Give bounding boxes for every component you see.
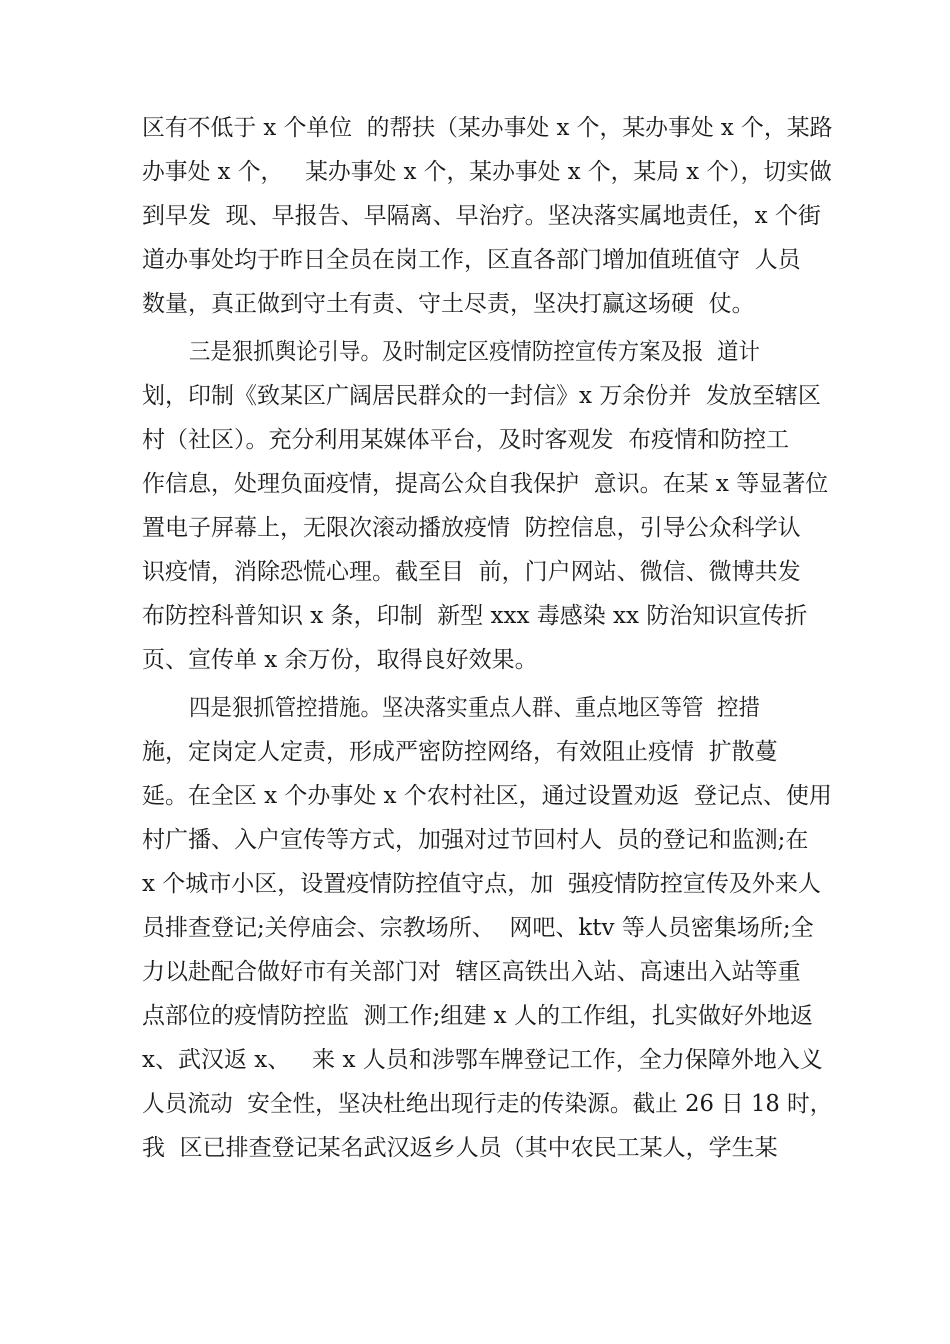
paragraph-2-line-4: 作信息，处理负面疫情，提高公众自我保护 意识。在某 x 等显著位 <box>142 471 829 497</box>
paragraph-3-line-11: 我 区已排查登记某名武汉返乡人员（其中农民工某人，学生某 <box>142 1135 778 1161</box>
paragraph-1-line-3: 到早发 现、早报告、早隔离、早治疗。坚决落实属地责任，x 个街 <box>142 203 821 229</box>
paragraph-2-line-3: 村（社区）。充分利用某媒体平台，及时客观发 布疫情和防控工 <box>142 427 790 453</box>
paragraph-2-line-6: 识疫情，消除恐慌心理。截至目 前，门户网站、微信、微博共发 <box>142 559 801 585</box>
paragraph-3-line-3: 延。在全区 x 个办事处 x 个农村社区，通过设置劝返 登记点、使用 <box>142 783 832 809</box>
paragraph-1-line-4: 道办事处均于昨日全员在岗工作，区直各部门增加值班值守 人员 <box>142 247 801 273</box>
paragraph-2-line-8: 页、宣传单 x 余万份，取得良好效果。 <box>142 647 538 673</box>
paragraph-3-line-7: 力以赴配合做好市有关部门对 辖区高铁出入站、高速出入站等重 <box>142 959 801 985</box>
paragraph-3-line-9: x、武汉返 x、 来 x 人员和涉鄂车牌登记工作，全力保障外地入义 <box>142 1047 823 1073</box>
paragraph-3-line-1: 四是狠抓管控措施。坚决落实重点人群、重点地区等管 控措 <box>189 695 760 721</box>
paragraph-3-line-2: 施，定岗定人定责，形成严密防控网络，有效阻止疫情 扩散蔓 <box>142 739 778 765</box>
paragraph-2-line-5: 置电子屏幕上，无限次滚动播放疫情 防控信息，引导公众科学认 <box>142 515 801 541</box>
paragraph-2-line-2: 划，印制《致某区广阔居民群众的一封信》x 万余份并 发放至辖区 <box>142 383 821 409</box>
paragraph-3-line-8: 点部位的疫情防控监 测工作;组建 x 人的工作组，扎实做好外地返 <box>142 1003 813 1029</box>
paragraph-2-line-7: 布防控科普知识 x 条，印制 新型 xxx 毒感染 xx 防治知识宣传折 <box>142 603 808 629</box>
paragraph-1-line-1: 区有不低于 x 个单位 的帮扶（某办事处 x 个，某办事处 x 个，某路 <box>142 115 833 141</box>
paragraph-3-line-6: 员排查登记;关停庙会、宗教场所、 网吧、ktv 等人员密集场所;全 <box>142 915 814 941</box>
paragraph-2-line-1: 三是狠抓舆论引导。及时制定区疫情防控宣传方案及报 道计 <box>189 339 760 365</box>
paragraph-3-line-4: 村广播、入户宣传等方式，加强对过节回村人 员的登记和监测;在 <box>142 827 809 853</box>
paragraph-1-line-5: 数量，真正做到守土有责、守土尽责，坚决打赢这场硬 仗。 <box>142 291 755 317</box>
paragraph-3-line-5: x 个城市小区，设置疫情防控值守点，加 强疫情防控宣传及外来人 <box>142 871 821 897</box>
paragraph-1-line-2: 办事处 x 个， 某办事处 x 个，某办事处 x 个，某局 x 个），切实做 <box>142 159 832 185</box>
paragraph-3-line-10: 人员流动 安全性，坚决杜绝出现行走的传染源。截止 26 日 18 时， <box>142 1091 833 1117</box>
